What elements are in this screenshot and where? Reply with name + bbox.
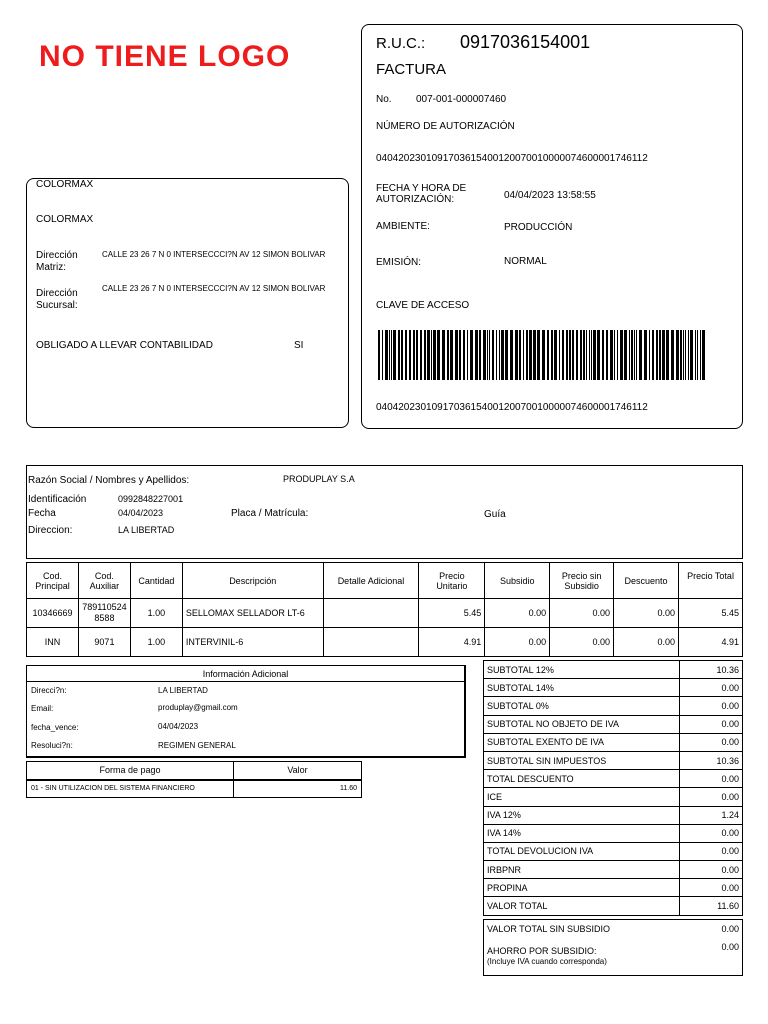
fecha-autorizacion-value: 04/04/2023 13:58:55 [504,190,596,201]
barcode-bar [455,330,458,380]
barcode-bar [409,330,411,380]
table-row [484,806,743,824]
cell-cod-principal: INN [27,628,79,657]
info-label-direccion: Direcci?n: [31,686,67,695]
barcode-bar [700,330,701,380]
barcode-bar [487,330,488,380]
barcode-bar [649,330,650,380]
barcode-bar [391,330,392,380]
forma-pago-table [26,761,362,798]
ahorro-subsidio-label: AHORRO POR SUBSIDIO: [487,946,597,956]
subsidio-box [483,919,743,976]
barcode-bar [702,330,705,380]
barcode-bar [636,330,637,380]
barcode-bar [586,330,587,380]
dir-matriz-value: CALLE 23 26 7 N 0 INTERSECCCI?N AV 12 SIMON BOLIVAR [102,250,326,259]
table-row [484,751,743,769]
barcode-bar [652,330,654,380]
barcode-bar [505,330,508,380]
cell-precio-unitario: 5.45 [419,599,485,628]
table-row [484,897,743,915]
table-row [484,824,743,842]
barcode-bar [566,330,568,380]
barcode-bar [589,330,590,380]
pago-header-row [27,762,362,780]
info-label-email: Email: [31,704,54,713]
barcode-bar [447,330,449,380]
barcode-bar [424,330,426,380]
table-row [484,679,743,697]
clave-acceso-label: CLAVE DE ACCESO [376,300,470,311]
barcode-bar [398,330,400,380]
ambiente-value: PRODUCCIÓN [504,222,573,233]
barcode-bar [690,330,693,380]
cell-descripcion: INTERVINIL-6 [182,628,323,657]
table-row [27,628,743,657]
fecha-emision-label: Fecha [28,508,56,519]
header-precio-unitario: Precio Unitario [419,563,485,599]
logo-placeholder-text: NO TIENE LOGO [39,40,291,73]
total-value: 0.00 [680,697,743,715]
barcode-bar [385,330,388,380]
table-row [484,733,743,751]
total-value: 0.00 [680,824,743,842]
barcode-bar [537,330,540,380]
identificacion-label: Identificación [28,494,87,505]
valor-sin-subsidio-value: 0.00 [721,924,739,934]
cell-descuento: 0.00 [614,599,679,628]
barcode-bar [569,330,571,380]
valor-sin-subsidio-label: VALOR TOTAL SIN SUBSIDIO [487,924,611,934]
table-row [27,599,743,628]
barcode-bar [479,330,481,380]
cell-cantidad: 1.00 [130,599,182,628]
total-label: SUBTOTAL SIN IMPUESTOS [484,751,680,769]
total-value: 0.00 [680,842,743,860]
barcode-bar [450,330,453,380]
barcode-bar [475,330,478,380]
cell-cantidad: 1.00 [130,628,182,657]
barcode-bar [427,330,430,380]
barcode-bar [583,330,585,380]
razon-social-value: PRODUPLAY S.A [283,474,355,484]
cell-precio-sin-subsidio: 0.00 [550,628,614,657]
autorizacion-value: 0404202301091703615400120070010000074600001746112 [376,153,648,164]
info-adicional-title: Información Adicional [27,666,464,682]
header-cod-principal: Cod. Principal [27,563,79,599]
total-value: 1.24 [680,806,743,824]
header-precio-total: Precio Total [679,563,743,599]
barcode-bar [572,330,574,380]
barcode-bar [683,330,684,380]
emision-value: NORMAL [504,256,547,267]
total-value: 0.00 [680,715,743,733]
barcode-bar [499,330,500,380]
barcode-bar [666,330,669,380]
cell-precio-unitario: 4.91 [419,628,485,657]
barcode-bar [697,330,698,380]
barcode-bar [431,330,432,380]
barcode-bar [389,330,390,380]
guia-label: Guía [484,509,506,520]
barcode-bar [467,330,468,380]
direccion-label: Direccion: [28,525,73,536]
barcode-bar [610,330,613,380]
barcode-bar [688,330,689,380]
info-adicional-box [26,665,466,758]
barcode-bar [576,330,578,380]
clave-acceso-value: 0404202301091703615400120070010000074600001746112 [376,402,648,413]
barcode-bar [416,330,418,380]
cell-cod-principal: 10346669 [27,599,79,628]
barcode-bar [510,330,513,380]
barcode-bar [554,330,557,380]
barcode-bar [614,330,615,380]
barcode-bar [459,330,461,380]
barcode-bar [629,330,630,380]
barcode-bar [580,330,582,380]
total-label: PROPINA [484,879,680,897]
dir-sucursal-label: Dirección Sucursal: [36,288,78,311]
barcode-bar [542,330,545,380]
info-value-resolucion: REGIMEN GENERAL [158,741,236,750]
razon-social-label: Razón Social / Nombres y Apellidos: [28,475,190,486]
items-header-row [27,563,743,599]
barcode-bar [634,330,635,380]
emisor-razon-social: COLORMAX [36,214,94,225]
info-value-direccion: LA LIBERTAD [158,686,208,695]
barcode-bar [413,330,415,380]
total-label: SUBTOTAL 14% [484,679,680,697]
barcode-bar [496,330,497,380]
total-label: TOTAL DEVOLUCION IVA [484,842,680,860]
table-row [484,715,743,733]
cell-detalle [323,628,419,657]
factura-no-label: No. [376,94,392,105]
contabilidad-label: OBLIGADO A LLEVAR CONTABILIDAD [36,340,213,351]
ruc-value: 0917036154001 [460,32,591,52]
table-row [484,697,743,715]
barcode-bar [602,330,604,380]
barcode-bar [559,330,560,380]
barcode-bar [470,330,473,380]
barcode-bar [433,330,436,380]
cell-cod-auxiliar: 9071 [78,628,130,657]
pago-header-valor: Valor [234,762,362,780]
barcode-bar [526,330,528,380]
barcode-bar [382,330,383,380]
ahorro-subsidio-note: (Incluye IVA cuando corresponda) [487,957,607,966]
barcode-bar [547,330,549,380]
barcode-bar [463,330,465,380]
header-descripcion: Descripción [182,563,323,599]
header-subsidio: Subsidio [485,563,550,599]
header-descuento: Descuento [614,563,679,599]
pago-valor-value: 11.60 [234,780,362,798]
total-value: 0.00 [680,861,743,879]
total-label: IVA 12% [484,806,680,824]
barcode-bar [671,330,674,380]
barcode-bar [405,330,407,380]
barcode-bar [695,330,696,380]
barcode-bar [631,330,633,380]
barcode-bar [401,330,403,380]
contabilidad-value: SI [294,340,304,351]
barcode-bar [492,330,494,380]
total-label: SUBTOTAL 12% [484,661,680,679]
info-value-email: produplay@gmail.com [158,703,238,712]
total-label: ICE [484,788,680,806]
barcode-bar [639,330,642,380]
table-row [484,661,743,679]
total-label: IVA 14% [484,824,680,842]
placa-label: Placa / Matrícula: [231,508,309,519]
pago-forma-value: 01 - SIN UTILIZACION DEL SISTEMA FINANCIERO [27,780,234,798]
header-cantidad: Cantidad [130,563,182,599]
info-label-resolucion: Resoluci?n: [31,741,73,750]
items-table [26,562,743,657]
dir-matriz-label: Dirección Matriz: [36,250,78,273]
table-row [484,879,743,897]
table-row [484,842,743,860]
barcode-bar [483,330,486,380]
barcode-bar [591,330,592,380]
barcode-bar [420,330,422,380]
total-value: 0.00 [680,733,743,751]
ambiente-label: AMBIENTE: [376,221,430,232]
barcode-bar [624,330,627,380]
barcode-image [378,330,708,380]
barcode-bar [656,330,658,380]
barcode-bar [597,330,600,380]
cell-subsidio: 0.00 [485,628,550,657]
table-row [484,861,743,879]
factura-no-value: 007-001-000007460 [416,94,507,105]
barcode-bar [533,330,536,380]
barcode-bar [680,330,682,380]
dir-sucursal-value: CALLE 23 26 7 N 0 INTERSECCCI?N AV 12 SIMON BOLIVAR [102,284,326,293]
barcode-bar [644,330,647,380]
total-label: SUBTOTAL EXENTO DE IVA [484,733,680,751]
fecha-emision-value: 04/04/2023 [118,508,164,518]
barcode-bar [378,330,380,380]
total-label: SUBTOTAL NO OBJETO DE IVA [484,715,680,733]
table-row [484,788,743,806]
barcode-bar [685,330,686,380]
header-precio-sin-subsidio: Precio sin Subsidio [550,563,614,599]
document-title: FACTURA [376,61,447,78]
info-label-fecha-vence: fecha_vence: [31,723,79,732]
totals-table [483,660,743,916]
total-label: SUBTOTAL 0% [484,697,680,715]
total-value: 10.36 [680,661,743,679]
barcode-bar [606,330,608,380]
barcode-bar [442,330,445,380]
direccion-value: LA LIBERTAD [118,525,175,535]
total-label: IRBPNR [484,861,680,879]
barcode-bar [523,330,524,380]
barcode-bar [551,330,553,380]
total-value: 11.60 [680,897,743,915]
cell-descripcion: SELLOMAX SELLADOR LT-6 [182,599,323,628]
table-row [27,780,362,798]
total-value: 0.00 [680,770,743,788]
total-value: 0.00 [680,879,743,897]
cell-precio-sin-subsidio: 0.00 [550,599,614,628]
total-label: VALOR TOTAL [484,897,680,915]
total-value: 0.00 [680,679,743,697]
ruc-label: R.U.C.: [376,35,426,52]
info-value-fecha-vence: 04/04/2023 [158,722,199,731]
header-cod-auxiliar: Cod. Auxiliar [78,563,130,599]
barcode-bar [676,330,679,380]
ahorro-subsidio-value: 0.00 [721,942,739,952]
cell-subsidio: 0.00 [485,599,550,628]
pago-header-forma: Forma de pago [27,762,234,780]
cell-cod-auxiliar: 7891105248588 [78,599,130,628]
emision-label: EMISIÓN: [376,257,422,268]
autorizacion-label: NÚMERO DE AUTORIZACIÓN [376,121,515,132]
barcode-bar [659,330,661,380]
barcode-bar [489,330,490,380]
cell-detalle [323,599,419,628]
cell-precio-total: 4.91 [679,628,743,657]
barcode-bar [437,330,440,380]
fecha-autorizacion-label: FECHA Y HORA DE AUTORIZACIÓN: [376,183,467,205]
barcode-bar [501,330,504,380]
barcode-bar [617,330,618,380]
emisor-nombre-comercial: COLORMAX [36,179,94,190]
barcode-bar [393,330,396,380]
barcode-bar [519,330,521,380]
total-value: 0.00 [680,788,743,806]
identificacion-value: 0992848227001 [118,494,184,504]
barcode-bar [620,330,623,380]
barcode-bar [515,330,518,380]
barcode-bar [662,330,665,380]
barcode-bar [593,330,596,380]
header-detalle: Detalle Adicional [323,563,419,599]
cell-precio-total: 5.45 [679,599,743,628]
cell-descuento: 0.00 [614,628,679,657]
barcode-bar [562,330,564,380]
total-value: 10.36 [680,751,743,769]
table-row [484,770,743,788]
barcode-bar [529,330,532,380]
total-label: TOTAL DESCUENTO [484,770,680,788]
